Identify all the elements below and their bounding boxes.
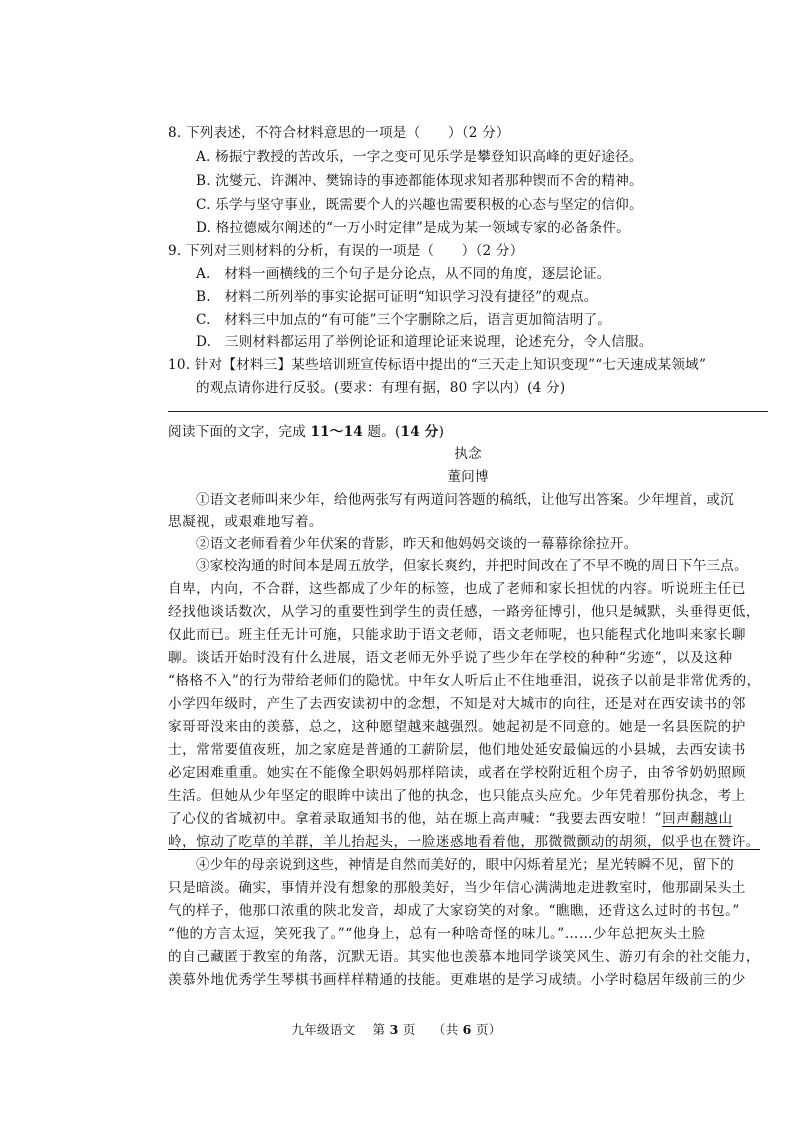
- reading-question-range: 11～14: [310, 424, 363, 440]
- reading-instruction-pre: 阅读下面的文字，完成: [168, 424, 311, 440]
- article-line: 仅此而已。班主任无计可施，只能求助于语文老师，语文老师呢，也只能程式化地叫来家长聊: [168, 627, 746, 643]
- article-line: ④少年的母亲说到这些，神情是自然而美好的，眼中闪烁着星光；星光转瞬不见，留下的: [196, 857, 734, 873]
- underlined-sentence-start: 回声翻越山: [662, 811, 733, 827]
- article-line: 士，常常要值夜班，加之家庭是普通的工薪阶层，他们地处延安最偏远的小县城，去西安读书: [168, 742, 746, 758]
- footer-total-pre: （共: [432, 1022, 463, 1037]
- footer-page-post: 页: [398, 1022, 416, 1037]
- q8-option-d: D. 格拉德威尔阐述的“一万小时定律”是成为某一领域专家的必备条件。: [196, 220, 630, 236]
- footer-page-pre: 第: [372, 1022, 390, 1037]
- article-author: 董问博: [447, 469, 489, 485]
- article-line: 气的样子，他那口浓重的陕北发音，却成了大家窃笑的对象。“瞧瞧，还背这么过时的书包。”: [168, 903, 740, 919]
- q9-option-d: D. 三则材料都运用了举例论证和道理论证来说理，论述充分，令人信服。: [196, 334, 653, 350]
- q9-option-a: A. 材料一画横线的三个句子是分论点，从不同的角度，逐层论证。: [196, 266, 611, 282]
- q10-stem-line2: 的观点请你进行反驳。(要求：有理有据，80 字以内）(4 分): [196, 380, 566, 396]
- page-footer: [0, 1020, 793, 1038]
- article-line: 的自己藏匿于教室的角落，沉默无语。其实他也羡慕本地同学谈笑风生、游刃有余的社交能力，: [168, 949, 760, 965]
- reading-instruction: [168, 421, 768, 444]
- article-line: 家哥哥没来由的羡慕，总之，这种愿望越来越强烈。她起初是不同意的。她是一名县医院的护: [168, 719, 746, 735]
- article-line: 小学四年级时，产生了去西安读初中的念想，不知是对大城市的向往，还是对在西安读书的邻: [168, 696, 746, 712]
- q8-option-b: B. 沈燮元、许渊冲、樊锦诗的事迹都能体现求知者那种锲而不舍的精神。: [196, 173, 643, 189]
- article-line-text: 了心仪的省城初中。拿着录取通知书的他，站在塬上高声喊：“我要去西安啦！”: [168, 811, 663, 827]
- article-line: 必定困难重重。她实在不能像全职妈妈那样陪读，或者在学校附近租个房子，由爷爷奶奶照顾: [168, 765, 746, 781]
- reading-score: 14 分: [400, 424, 439, 440]
- q9-option-c: C. 材料三中加点的“有可能”三个字删除之后，语言更加简洁明了。: [196, 312, 612, 328]
- footer-page-number: 3: [389, 1022, 399, 1037]
- article-line-with-underline: [168, 808, 768, 831]
- q9-option-b: B. 材料二所列举的事实论据可证明“知识学习没有捷径”的观点。: [196, 289, 598, 305]
- article-title: 执念: [454, 446, 482, 462]
- article-line: ③家校沟通的时间本是周五放学，但家长爽约，并把时间改在了不早不晚的周日下午三点。: [196, 558, 748, 574]
- q8-option-a: A. 杨振宁教授的苦改乐，一字之变可见乐学是攀登知识高峰的更好途径。: [196, 149, 643, 165]
- article-line: 自卑，内向，不合群，这些都成了少年的标签，也成了老师和家长担忧的内容。听说班主任已: [168, 581, 746, 597]
- article-line: 羡慕外地优秀学生琴棋书画样样精通的技能。更难堪的是学习成绩。小学时稳居年级前三的少: [168, 972, 746, 988]
- article-line: 经找他谈话数次，从学习的重要性到学生的责任感，一路旁征博引，他只是缄默，头垂得更低，: [168, 604, 760, 620]
- article-line: 聊。谈话开始时没有什么进展，语文老师无外乎说了些少年在学校的种种“劣迹”，以及这种: [168, 650, 733, 666]
- article-line: 只是暗淡。确实，事情并没有想象的那般美好，当少年信心满满地走进教室时，他那副呆头土: [168, 880, 746, 896]
- reading-instruction-mid: 题。(: [362, 424, 401, 440]
- article-line: “他的方言太逗，笑死我了。”“他身上，总有一种啥奇怪的味儿。”……少年总把灰头土脸: [168, 926, 706, 942]
- article-line: 生活。但她从少年坚定的眼眸中读出了他的执念，也只能点头应允。少年凭着那份执念，考上: [168, 788, 746, 804]
- section-divider: [168, 411, 768, 412]
- article-line: “格格不入”的行为带给老师们的隐忧。中年女人听后止不住地垂泪，说孩子以前是非常优秀的，: [168, 673, 761, 689]
- reading-instruction-post: ): [438, 424, 445, 440]
- footer-total-number: 6: [462, 1022, 472, 1037]
- q9-stem: 9. 下列对三则材料的分析，有误的一项是（ ）（2 分）: [168, 243, 524, 259]
- q8-stem: 8. 下列表述，不符合材料意思的一项是（ ）（2 分）: [168, 125, 510, 141]
- footer-subject: 九年级语文: [291, 1022, 356, 1037]
- q8-option-c: C. 乐学与坚守事业，既需要个人的兴趣也需要积极的心态与坚定的信仰。: [196, 197, 643, 213]
- article-line: ①语文老师叫来少年，给他两张写有两道问答题的稿纸，让他写出答案。少年埋首，或沉: [196, 492, 734, 508]
- article-line: ②语文老师看着少年伏案的背影，昨天和他妈妈交谈的一幕幕徐徐拉开。: [196, 536, 638, 552]
- footer-total-post: 页）: [471, 1022, 502, 1037]
- article-line: 思凝视，或艰难地写着。: [168, 514, 324, 530]
- q10-stem-line1: 10. 针对【材料三】某些培训班宣传标语中提出的“三天走上知识变现”“七天速成某领域”: [168, 357, 707, 373]
- underlined-sentence-end: 岭，惊动了吃草的羊群，羊儿抬起头，一脸迷惑地看着他，那微微颤动的胡须，似乎也在赞许。: [168, 834, 760, 850]
